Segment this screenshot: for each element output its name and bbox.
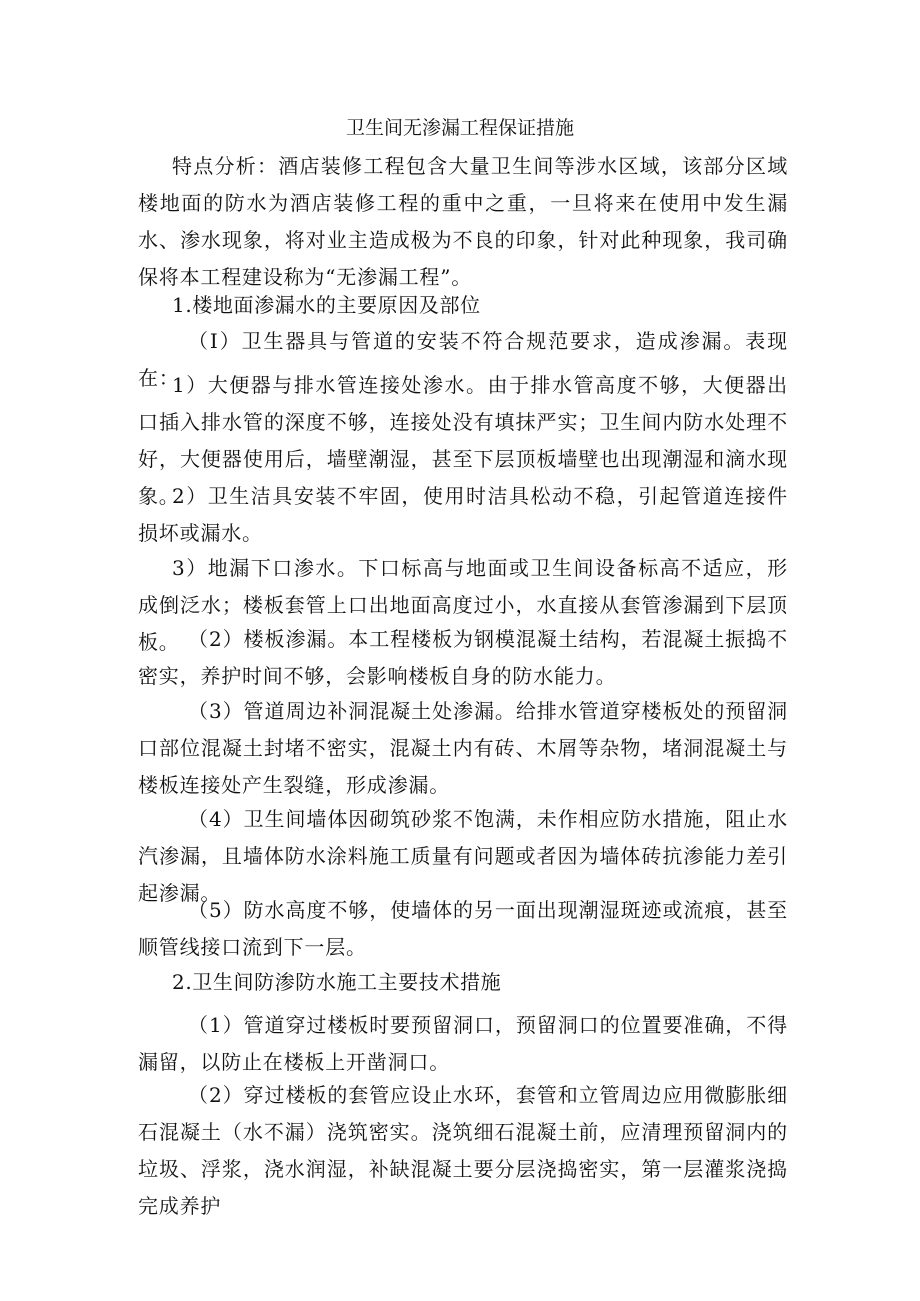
section-1-item-2: 2）卫生洁具安装不牢固，使用时洁具松动不稳，引起管道连接件损坏或漏水。 xyxy=(138,484,788,545)
document-title: 卫生间无渗漏工程保证措施 xyxy=(345,117,574,139)
section-1-subsection-2: （2）楼板渗漏。本工程楼板为钢模混凝土结构，若混凝土振捣不密实，养护时间不够，会影响楼板自身的防水能力。 xyxy=(138,627,788,688)
section-1-heading: 1.楼地面渗漏水的主要原因及部位 xyxy=(172,293,481,317)
section-1-subsection-5: （5）防水高度不够，使墙体的另一面出现潮湿斑迹或流痕，甚至顺管线接口流到下一层。 xyxy=(138,898,788,959)
section-1-subsection-4: （4）卫生间墙体因砌筑砂浆不饱满，未作相应防水措施，阻止水汽渗漏，且墙体防水涂料施工质量有问题或者因为墙体砖抗渗能力差引起渗漏。 xyxy=(138,807,788,905)
section-1-item-3: 3）地漏下口渗水。下口标高与地面或卫生间设备标高不适应，形成倒泛水；楼板套管上口出地面高度过小，水直接从套管渗漏到下层顶板。 xyxy=(138,556,788,654)
section-1-subsection-1: （I）卫生器具与管道的安装不符合规范要求，造成渗漏。表现在： xyxy=(138,329,788,390)
intro-paragraph: 特点分析：酒店装修工程包含大量卫生间等涉水区域，该部分区域楼地面的防水为酒店装修工程的重中之重，一旦将来在使用中发生漏水、渗水现象，将对业主造成极为不良的印象，针对此种现象，我司确保将本工程建设称为“无渗漏工程”。 xyxy=(138,154,788,289)
section-2-measure-1: （1）管道穿过楼板时要预留洞口，预留洞口的位置要准确，不得漏留，以防止在楼板上开凿洞口。 xyxy=(138,1013,788,1074)
section-1-item-1: 1）大便器与排水管连接处渗水。由于排水管高度不够，大便器出口插入排水管的深度不够，连接处没有填抹严实；卫生间内防水处理不好，大便器使用后，墙壁潮湿，甚至下层顶板墙壁也出现潮湿和滴水现象。 xyxy=(138,373,788,508)
section-2-heading: 2.卫生间防渗防水施工主要技术措施 xyxy=(172,970,502,994)
section-1-subsection-3: （3）管道周边补洞混凝土处渗漏。给排水管道穿楼板处的预留洞口部位混凝土封堵不密实，混凝土内有砖、木屑等杂物，堵洞混凝土与楼板连接处产生裂缝，形成渗漏。 xyxy=(138,699,788,797)
section-2-measure-2: （2）穿过楼板的套管应设止水环，套管和立管周边应用微膨胀细石混凝土（水不漏）浇筑密实。浇筑细石混凝土前，应清理预留洞内的垃圾、浮浆，浇水润湿，补缺混凝土要分层浇捣密实，第一层灌浆浇捣完成养护 xyxy=(138,1083,788,1218)
